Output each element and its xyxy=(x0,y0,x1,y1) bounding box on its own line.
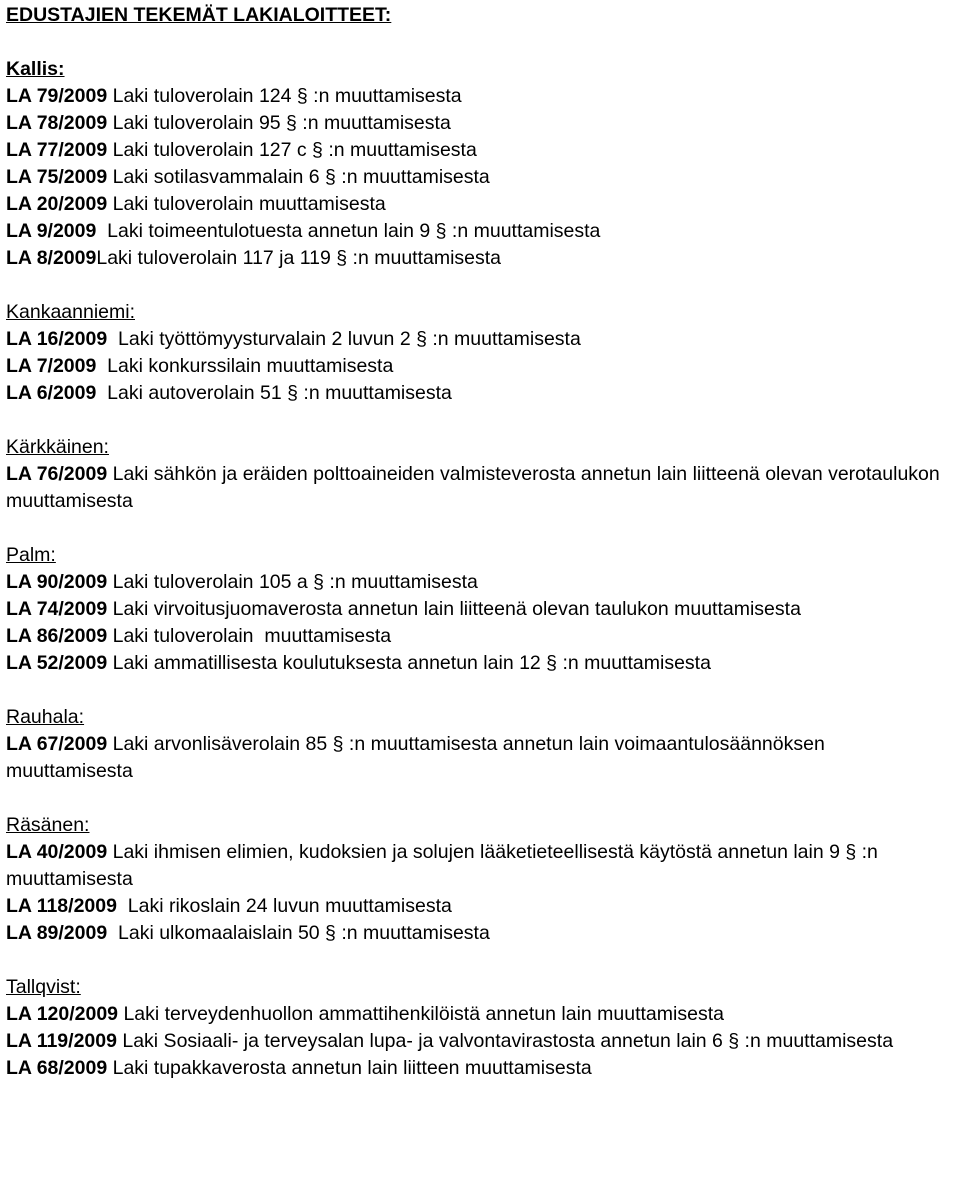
bill-code: LA 90/2009 xyxy=(6,571,108,593)
bill-code: LA 68/2009 xyxy=(6,1057,108,1079)
section-heading: Kallis: xyxy=(6,58,65,80)
section xyxy=(6,434,954,515)
bill-title: Laki sähkön ja eräiden polttoaineiden valmisteverosta annetun lain liitteenä olevan verotaulukon muuttamisesta xyxy=(6,463,946,512)
sections-container xyxy=(6,56,954,1082)
bill-code: LA 77/2009 xyxy=(6,139,108,161)
list-item xyxy=(6,1028,954,1055)
bill-code: LA 9/2009 xyxy=(6,220,97,242)
section xyxy=(6,704,954,785)
list-item xyxy=(6,380,954,407)
document-title: EDUSTAJIEN TEKEMÄT LAKIALOITTEET: xyxy=(6,4,392,26)
bill-code: LA 6/2009 xyxy=(6,382,97,404)
bill-code: LA 74/2009 xyxy=(6,598,108,620)
bill-code: LA 75/2009 xyxy=(6,166,108,188)
section-heading: Kärkkäinen: xyxy=(6,436,109,458)
list-item xyxy=(6,83,954,110)
list-item xyxy=(6,245,954,272)
bill-title: Laki konkurssilain muuttamisesta xyxy=(96,355,394,377)
list-item xyxy=(6,164,954,191)
list-item xyxy=(6,110,954,137)
section-heading: Palm: xyxy=(6,544,56,566)
bill-code: LA 8/2009 xyxy=(6,247,97,269)
bill-code: LA 7/2009 xyxy=(6,355,97,377)
section xyxy=(6,299,954,407)
list-item xyxy=(6,596,954,623)
document-page xyxy=(0,2,954,1082)
bill-title: Laki tuloverolain 105 a § :n muuttamisesta xyxy=(107,571,478,593)
bill-code: LA 119/2009 xyxy=(6,1030,117,1052)
bill-title: Laki tuloverolain 117 ja 119 § :n muuttamisesta xyxy=(96,247,502,269)
section xyxy=(6,56,954,272)
section xyxy=(6,542,954,677)
bill-title: Laki tuloverolain muuttamisesta xyxy=(107,193,386,215)
bill-code: LA 86/2009 xyxy=(6,625,108,647)
list-item xyxy=(6,137,954,164)
bill-title: Laki autoverolain 51 § :n muuttamisesta xyxy=(96,382,452,404)
section xyxy=(6,974,954,1082)
list-item xyxy=(6,623,954,650)
bill-title: Laki virvoitusjuomaverosta annetun lain liitteenä olevan taulukon muuttamisesta xyxy=(107,598,801,620)
bill-code: LA 20/2009 xyxy=(6,193,108,215)
list-item xyxy=(6,1001,954,1028)
bill-code: LA 52/2009 xyxy=(6,652,108,674)
bill-title: Laki ihmisen elimien, kudoksien ja solujen lääketieteellisestä käytöstä annetun lain 9 § :n muuttamisesta xyxy=(6,841,884,890)
bill-code: LA 76/2009 xyxy=(6,463,108,485)
bill-title: Laki tupakkaverosta annetun lain liitteen muuttamisesta xyxy=(107,1057,592,1079)
section xyxy=(6,812,954,947)
bill-title: Laki Sosiaali- ja terveysalan lupa- ja valvontavirastosta annetun lain 6 § :n muuttamisesta xyxy=(116,1030,894,1052)
bill-code: LA 16/2009 xyxy=(6,328,108,350)
bill-title: Laki arvonlisäverolain 85 § :n muuttamisesta annetun lain voimaantulosäännöksen muuttamisesta xyxy=(6,733,831,782)
list-item xyxy=(6,191,954,218)
bill-title: Laki terveydenhuollon ammattihenkilöistä annetun lain muuttamisesta xyxy=(118,1003,724,1025)
bill-title: Laki tuloverolain 127 c § :n muuttamisesta xyxy=(107,139,477,161)
bill-code: LA 118/2009 xyxy=(6,895,117,917)
list-item xyxy=(6,218,954,245)
section-heading: Kankaanniemi: xyxy=(6,301,135,323)
list-item xyxy=(6,569,954,596)
bill-title: Laki rikoslain 24 luvun muuttamisesta xyxy=(116,895,452,917)
list-item xyxy=(6,839,954,893)
bill-title: Laki toimeentulotuesta annetun lain 9 § :n muuttamisesta xyxy=(96,220,601,242)
bill-code: LA 89/2009 xyxy=(6,922,108,944)
list-item xyxy=(6,920,954,947)
bill-title: Laki ammatillisesta koulutuksesta annetun lain 12 § :n muuttamisesta xyxy=(107,652,711,674)
list-item xyxy=(6,326,954,353)
bill-code: LA 79/2009 xyxy=(6,85,108,107)
bill-code: LA 78/2009 xyxy=(6,112,108,134)
section-heading: Räsänen: xyxy=(6,814,90,836)
bill-title: Laki ulkomaalaislain 50 § :n muuttamisesta xyxy=(107,922,490,944)
bill-title: Laki tuloverolain 95 § :n muuttamisesta xyxy=(107,112,451,134)
bill-code: LA 67/2009 xyxy=(6,733,108,755)
list-item xyxy=(6,650,954,677)
bill-title: Laki tuloverolain muuttamisesta xyxy=(107,625,392,647)
bill-title: Laki tuloverolain 124 § :n muuttamisesta xyxy=(107,85,462,107)
list-item xyxy=(6,893,954,920)
bill-title: Laki työttömyysturvalain 2 luvun 2 § :n muuttamisesta xyxy=(107,328,581,350)
list-item xyxy=(6,353,954,380)
bill-code: LA 40/2009 xyxy=(6,841,108,863)
list-item xyxy=(6,1055,954,1082)
section-heading: Rauhala: xyxy=(6,706,85,728)
list-item xyxy=(6,461,954,515)
bill-title: Laki sotilasvammalain 6 § :n muuttamisesta xyxy=(107,166,490,188)
bill-code: LA 120/2009 xyxy=(6,1003,119,1025)
section-heading: Tallqvist: xyxy=(6,976,81,998)
list-item xyxy=(6,731,954,785)
